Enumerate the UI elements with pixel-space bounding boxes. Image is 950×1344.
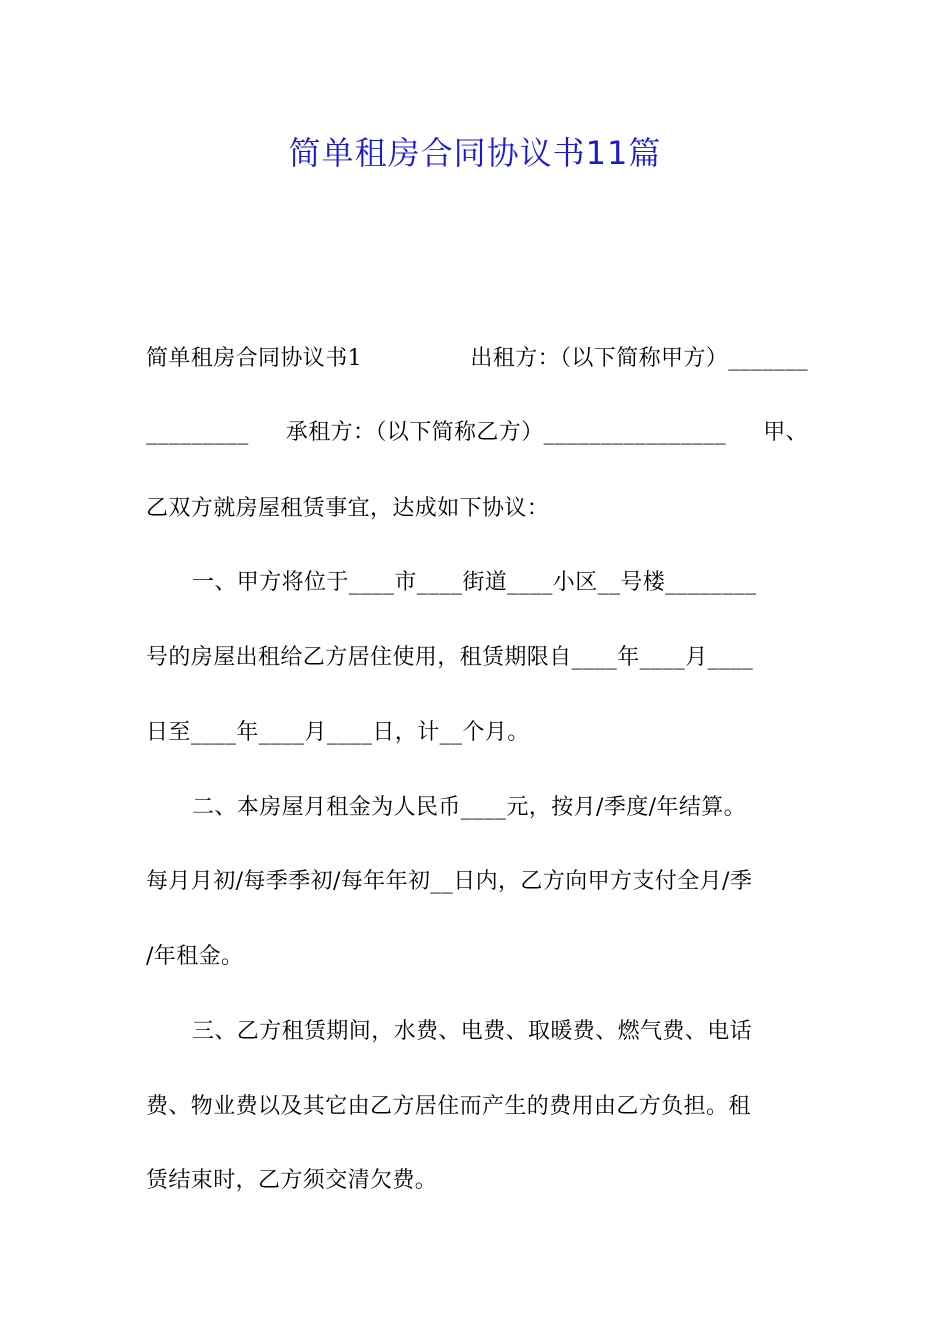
text-line-12 bbox=[146, 1166, 808, 1196]
text-segment: 费、物业费以及其它由乙方居住而产生的费用由乙方负担。租 bbox=[146, 1094, 751, 1119]
text-line-3 bbox=[146, 494, 808, 524]
text-segment: 甲、 bbox=[763, 420, 808, 445]
text-line-5 bbox=[146, 643, 808, 673]
text-segment: 每月月初/每季季初/每年年初__日内，乙方向甲方支付全月/季 bbox=[146, 869, 753, 894]
text-line-11 bbox=[146, 1092, 808, 1122]
text-segment: 一、甲方将位于____市____街道____小区__号楼________ bbox=[192, 570, 757, 595]
text-line-6 bbox=[146, 718, 808, 748]
text-segment: 二、本房屋月租金为人民币____元，按月/季度/年结算。 bbox=[192, 795, 747, 820]
text-segment: 三、乙方租赁期间，水费、电费、取暖费、燃气费、电话 bbox=[192, 1019, 753, 1044]
text-line-1 bbox=[146, 344, 808, 374]
text-segment: 出租方：（以下简称甲方）_______ bbox=[470, 346, 808, 371]
text-line-2 bbox=[146, 418, 808, 448]
text-segment: _________ bbox=[146, 420, 249, 445]
text-line-4 bbox=[146, 568, 808, 598]
document-title: 简单租房合同协议书11篇 bbox=[288, 134, 662, 172]
text-line-8 bbox=[146, 867, 808, 897]
text-line-7 bbox=[146, 793, 808, 823]
text-segment: 日至____年____月____日，计__个月。 bbox=[146, 720, 530, 745]
text-line-10 bbox=[146, 1017, 808, 1047]
text-segment: 乙双方就房屋租赁事宜，达成如下协议： bbox=[146, 496, 550, 521]
text-segment: 赁结束时，乙方须交清欠费。 bbox=[146, 1168, 438, 1193]
text-segment: /年租金。 bbox=[146, 944, 244, 969]
text-segment: 号的房屋出租给乙方居住使用，租赁期限自____年____月____ bbox=[146, 645, 754, 670]
text-segment: 承租方：（以下简称乙方）________________ bbox=[285, 420, 726, 445]
text-line-9 bbox=[146, 942, 808, 972]
text-segment: 简单租房合同协议书1 bbox=[146, 346, 362, 371]
